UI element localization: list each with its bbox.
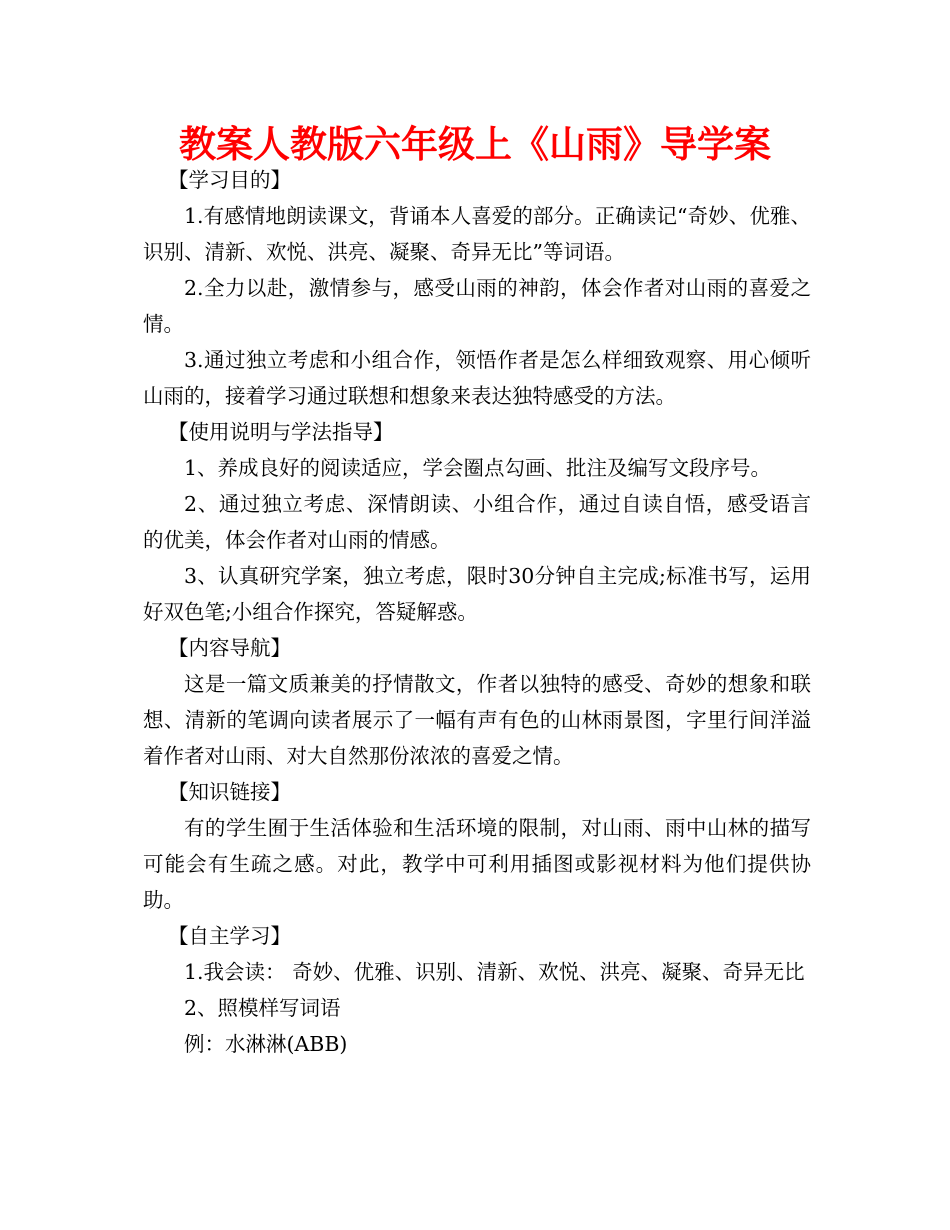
document-title: 教案人教版六年级上《山雨》导学案 (179, 123, 771, 166)
knowledge-paragraph: 有的学生囿于生活体验和生活环境的限制，对山雨、雨中山林的描写可能会有生疏之感。对此，教学中可利用插图或影视材料为他们提供协助。 (143, 816, 811, 912)
goal-item-1: 1.有感情地朗读课文，背诵本人喜爱的部分。正确读记“奇妙、优雅、识别、清新、欢悦、洪亮、凝聚、奇异无比”等词语。 (143, 204, 811, 264)
selfstudy-item-2: 2、照模样写词语 (184, 996, 341, 1020)
goal-item-3: 3.通过独立考虑和小组合作，领悟作者是怎么样细致观察、用心倾听山雨的，接着学习通过联想和想象来表达独特感受的方法。 (143, 348, 811, 408)
guide-item-1: 1、养成良好的阅读适应，学会圈点勾画、批注及编写文段序号。 (184, 456, 772, 480)
section-heading-goals: 【学习目的】 (168, 168, 291, 192)
section-heading-selfstudy: 【自主学习】 (168, 924, 291, 948)
section-heading-knowledge: 【知识链接】 (168, 780, 291, 804)
goal-item-2: 2.全力以赴，激情参与，感受山雨的神韵，体会作者对山雨的喜爱之情。 (143, 276, 811, 336)
selfstudy-item-1: 1.我会读： 奇妙、优雅、识别、清新、欢悦、洪亮、凝聚、奇异无比 (184, 960, 805, 984)
guide-item-2: 2、通过独立考虑、深情朗读、小组合作，通过自读自悟，感受语言的优美，体会作者对山雨的情感。 (143, 492, 811, 552)
section-heading-content: 【内容导航】 (168, 636, 291, 660)
document-body (143, 162, 811, 1062)
content-paragraph: 这是一篇文质兼美的抒情散文，作者以独特的感受、奇妙的想象和联想、清新的笔调向读者展示了一幅有声有色的山林雨景图，字里行间洋溢着作者对山雨、对大自然那份浓浓的喜爱之情。 (143, 672, 811, 768)
guide-item-3: 3、认真研究学案，独立考虑，限时30分钟自主完成;标准书写，运用好双色笔;小组合作探究，答疑解惑。 (143, 564, 811, 624)
section-heading-guide: 【使用说明与学法指导】 (168, 420, 394, 444)
selfstudy-item-3: 例：水淋淋(ABB) (184, 1032, 348, 1056)
